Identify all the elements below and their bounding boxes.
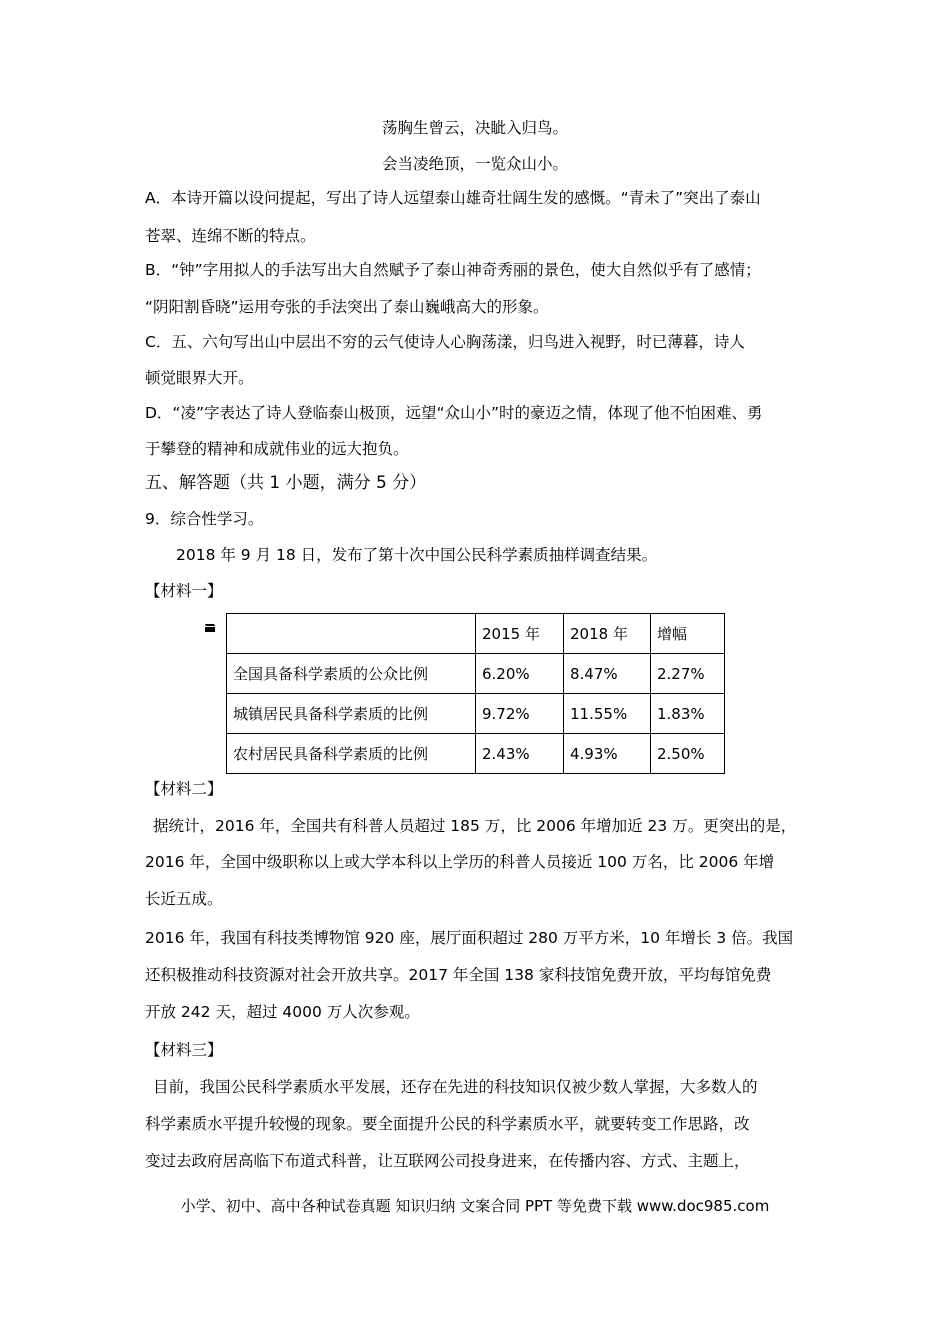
section-title: 五、解答题（共 1 小题，满分 5 分）: [145, 473, 427, 493]
option-d-line-2: 于攀登的精神和成就伟业的远大抱负。: [145, 440, 409, 458]
material-2-label: 【材料二】: [145, 780, 223, 798]
poem-line-1: 荡胸生曾云，决眦入归鸟。: [381, 119, 568, 137]
table-cell: 2.27%: [651, 654, 725, 694]
material-3-line-3: 变过去政府居高临下布道式科普，让互联网公司投身进来，在传播内容、方式、主题上，: [145, 1152, 750, 1170]
material-3-line-1: 目前，我国公民科学素质水平发展，还存在先进的科技知识仅被少数人掌握，大多数人的: [153, 1078, 758, 1096]
table-cell: 城镇居民具备科学素质的比例: [227, 694, 476, 734]
intro-text: 2018 年 9 月 18 日，发布了第十次中国公民科学素质抽样调查结果。: [176, 546, 658, 564]
table-cell: 2.50%: [651, 734, 725, 774]
table-cell: 4.93%: [564, 734, 651, 774]
material-3-label: 【材料三】: [145, 1041, 223, 1059]
table-row: [227, 694, 725, 734]
material-2-line-3: 长近五成。: [145, 890, 223, 908]
option-c-line-2: 顿觉眼界大开。: [145, 369, 254, 387]
table-row: [227, 654, 725, 694]
option-d-line-1: D．“凌”字表达了诗人登临泰山极顶，远望“众山小”时的豪迈之情，体现了他不怕困难、勇: [145, 404, 763, 422]
option-b-line-2: “阴阳割昏晓”运用夸张的手法突出了泰山巍峨高大的形象。: [145, 298, 549, 316]
option-c-line-1: C．五、六句写出山中层出不穷的云气使诗人心胸荡漾，归鸟进入视野，时已薄暮，诗人: [145, 333, 745, 351]
material-2-line-4: 2016 年，我国有科技类博物馆 920 座，展厅面积超过 280 万平方米，10 年增长 3 倍。我国: [145, 929, 794, 947]
survey-table: [226, 613, 725, 774]
table-header-cell: [227, 614, 476, 654]
clapperboard-icon: [205, 624, 215, 632]
table-header-cell: 2015 年: [476, 614, 564, 654]
table-cell: 2.43%: [476, 734, 564, 774]
table-cell: 农村居民具备科学素质的比例: [227, 734, 476, 774]
table-cell: 9.72%: [476, 694, 564, 734]
material-1-label: 【材料一】: [145, 582, 223, 600]
footer-text: 小学、初中、高中各种试卷真题 知识归纳 文案合同 PPT 等免费下载 www.doc985.com: [180, 1197, 770, 1215]
table-header-cell: 2018 年: [564, 614, 651, 654]
table-header-row: [227, 614, 725, 654]
table-cell: 11.55%: [564, 694, 651, 734]
option-a-line-1: A．本诗开篇以设问提起，写出了诗人远望泰山雄奇壮阔生发的感慨。“青未了”突出了泰山: [145, 189, 761, 207]
poem-line-2: 会当凌绝顶，一览众山小。: [381, 155, 568, 173]
table-cell: 1.83%: [651, 694, 725, 734]
material-3-line-2: 科学素质水平提升较慢的现象。要全面提升公民的科学素质水平，就要转变工作思路，改: [145, 1115, 750, 1133]
option-b-line-1: B．“钟”字用拟人的手法写出大自然赋予了泰山神奇秀丽的景色，使大自然似乎有了感情；: [145, 261, 761, 279]
table-cell: 8.47%: [564, 654, 651, 694]
question-title: 9．综合性学习。: [145, 510, 264, 528]
material-2-line-6: 开放 242 天，超过 4000 万人次参观。: [145, 1003, 420, 1021]
table-cell: 6.20%: [476, 654, 564, 694]
table-cell: 全国具备科学素质的公众比例: [227, 654, 476, 694]
material-2-line-2: 2016 年，全国中级职称以上或大学本科以上学历的科普人员接近 100 万名，比 2006 年增: [145, 853, 775, 871]
material-2-line-1: 据统计，2016 年，全国共有科普人员超过 185 万，比 2006 年增加近 23 万。更突出的是，: [153, 817, 797, 835]
table-row: [227, 734, 725, 774]
material-2-line-5: 还积极推动科技资源对社会开放共享。2017 年全国 138 家科技馆免费开放，平均每馆免费: [145, 966, 772, 984]
option-a-line-2: 苍翠、连绵不断的特点。: [145, 227, 316, 245]
table-header-cell: 增幅: [651, 614, 725, 654]
